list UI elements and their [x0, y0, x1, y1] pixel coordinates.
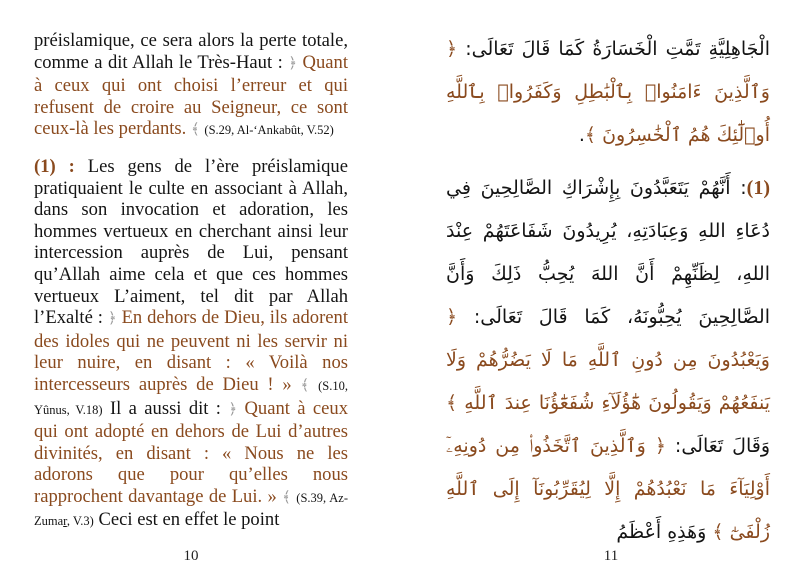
quote-open-mark: ﴿: [288, 55, 298, 72]
quran-quote-1: En dehors de Dieu, ils adorent des idoles qui ne peuvent ni les servir ni leur nuire, en disant : « Voilà nos intercesseurs auprès de Dieu ! »: [34, 307, 348, 395]
arabic-quran-quote-1: وَيَعْبُدُونَ مِن دُونِ ٱللَّهِ مَا لَا يَضُرُّهُمْ وَلَا يَنفَعُهُمْ وَيَقُولُونَ هَٰٓؤُلَآءِ شُفَعَٰٓؤُنَا عِندَ ٱللَّهِ: [446, 349, 770, 414]
french-paragraph-1: [34, 30, 348, 142]
arabic-quote-1-close: ﴾: [446, 392, 458, 414]
arabic-quote-1-open: ﴿: [446, 306, 458, 328]
intro-text: préislamique, ce sera alors la perte totale, comme a dit Allah le Très-Haut :: [34, 30, 348, 73]
quote-close-mark: ﴾: [282, 489, 291, 506]
quran-quote: Quant à ceux qui ont choisi l’erreur et qui refusent de croire au Seigneur, ce sont ceux-là les perdants.: [34, 51, 348, 140]
french-footnote-1: [34, 156, 348, 533]
quran-reference-1: (S.10, Yûnus, V.18): [34, 378, 348, 417]
ref2-part-a: (S.39, Az-Zuma: [34, 490, 348, 529]
right-page: [446, 28, 770, 548]
quran-reference: (S.29, Al-‘Ankabût, V.52): [204, 123, 334, 138]
arabic-footnote-text-2: وَقَالَ تَعَالَى:: [665, 435, 771, 457]
arabic-footnote-text-1: : أَنَّهُمْ يَتَعَبَّدُونَ بِإِشْرَاكِ الصَّالِحِينَ فِي دُعَاءِ اللهِ وَعِبَادَتِهِ، يُرِيدُونَ شَفَاعَتَهُمْ عِنْدَ اللهِ، لِظَنِّهِمْ أَنَّ اللهَ يُحِبُّ ذَلِكَ وَأَنَّ الصَّالِحِينَ يُحِبُّونَهُ، كَمَا قَالَ تَعَالَى:: [446, 177, 770, 328]
footnote-number: (1) :: [34, 155, 75, 177]
page-number-left: 10: [183, 548, 199, 564]
page-number-right: 11: [603, 548, 619, 564]
quote-close-mark: ﴾: [300, 377, 310, 394]
footnote-text-2: Il a aussi dit :: [102, 397, 229, 419]
left-page: [34, 30, 348, 550]
arabic-quote-open: ﴿: [446, 38, 458, 60]
arabic-quran-quote: وَٱلَّذِينَ ءَامَنُوا۟ بِٱلْبَٰطِلِ وَكَفَرُوا۟ بِٱللَّهِ أُو۟لَٰٓئِكَ هُمُ ٱلْخَٰسِرُونَ: [446, 81, 770, 146]
arabic-quran-quote-2: وَٱلَّذِينَ ٱتَّخَذُوا۟ مِن دُونِهِۦٓ أَوْلِيَآءَ مَا نَعْبُدُهُمْ إِلَّا لِيُقَرِّبُونَآ إِلَى ٱللَّهِ زُلْفَىٰٓ: [446, 435, 770, 543]
footnote-text-3: Ceci est en effet le point: [93, 509, 280, 531]
ref2-underlined-letter: r: [63, 514, 67, 529]
quote-open-mark: ﴿: [107, 311, 117, 328]
footnote-text-1: Les gens de l’ère préislamique pratiquaient le culte en associant à Allah, dans son invocation et adoration, les hommes vertueux en cherchant ainsi leur intercession auprès de Lui, pensant qu’Allah aime cela et que ces hommes vertueux L’aiment, tel dit par Allah l’Exalté :: [34, 155, 348, 329]
arabic-tail: .: [578, 124, 585, 146]
arabic-lead: الْجَاهِلِيَّةِ تَمَّتِ الْخَسَارَةُ كَمَا قَالَ تَعَالَى:: [457, 38, 770, 60]
arabic-quote-close: ﴾: [584, 124, 597, 146]
quran-quote-2: Quant à ceux qui ont adopté en dehors de Lui d’autres divinités, en disant : « Nous ne les adorons que pour qu’elles nous rapprochent davantage de Lui. »: [34, 397, 349, 507]
arabic-footnote-number: (1): [746, 177, 770, 199]
quote-close-mark: ﴾: [190, 122, 200, 139]
ref2-part-b: , V.3): [66, 514, 94, 529]
arabic-quote-2-open: ﴿: [654, 435, 666, 457]
arabic-quote-2-close: ﴾: [712, 521, 724, 543]
arabic-footnote-1: [446, 167, 770, 554]
arabic-paragraph-1: [446, 28, 770, 157]
quote-open-mark: ﴿: [228, 401, 238, 418]
arabic-footnote-text-3: وَهَذِهِ أَعْظَمُ: [616, 521, 713, 543]
